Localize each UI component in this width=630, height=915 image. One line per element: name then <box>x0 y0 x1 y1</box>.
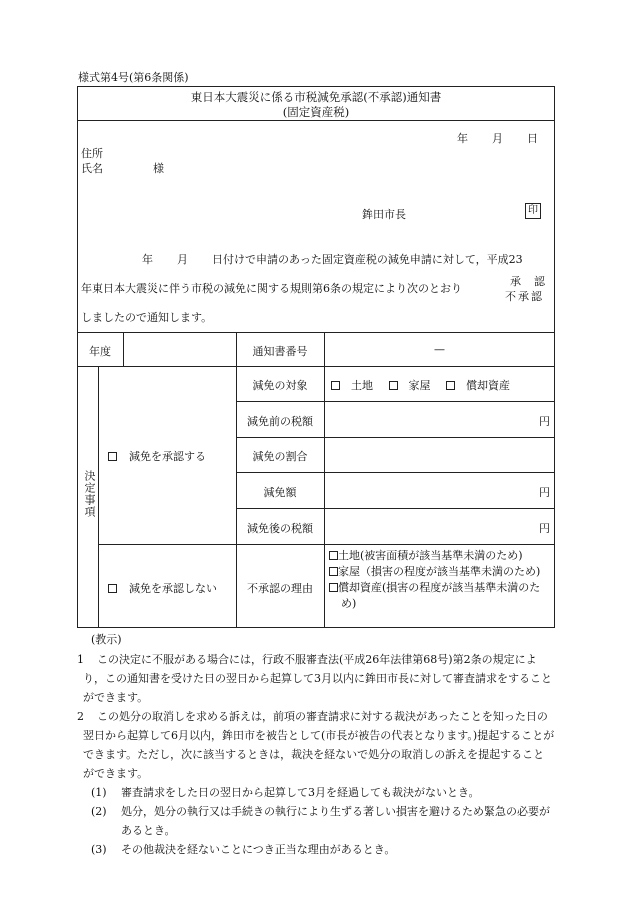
reason-asset <box>329 580 551 612</box>
fiscal-year-label: 年度 <box>89 345 111 358</box>
honorific: 様 <box>153 162 164 175</box>
instruction-item-1 <box>77 650 555 707</box>
reason-asset-text: 償却資産(損害の程度が該当基準未満のため) <box>338 581 541 610</box>
sub-2-text: 処分，処分の執行又は手続きの執行により生ずる著しい損害を避けるため緊急の必要があるとき。 <box>121 805 550 837</box>
disapprove-option[interactable] <box>108 580 217 596</box>
instruction-2-text: この処分の取消しを求める訴えは，前項の審査請求に対する裁決があったことを知った日の翌日から起算して6月以内，鉾田市を被告として(市長が被告の代表となります。)提起することができます。ただし，次に該当するときは，裁決を経ないで処分の取消しの訴えを提起することができます。 <box>83 710 555 780</box>
amount-label: 減免額 <box>263 486 297 499</box>
reason-asset-checkbox[interactable] <box>329 583 338 592</box>
body-divider <box>77 332 555 333</box>
decision-column-divider <box>98 366 99 628</box>
body-line-2: 年東日本大震災に伴う市税の減免に関する規則第6条の規定により次のとおり <box>81 282 462 295</box>
reason-house-text: 家屋（損害の程度が該当基準未満のため) <box>338 565 541 578</box>
name-label: 氏名 <box>81 162 103 175</box>
table-header-divider <box>77 366 555 367</box>
after-tax-yen: 円 <box>539 522 550 535</box>
house-option-label: 家屋 <box>408 379 431 392</box>
approve-word: 承 認 <box>510 275 546 288</box>
date-month: 月 <box>492 132 503 145</box>
seal-text: 印 <box>528 205 538 216</box>
instruction-sub-2 <box>91 802 555 840</box>
depreciable-asset-option-label: 償却資産 <box>466 379 510 392</box>
reason-label: 不承認の理由 <box>247 582 313 595</box>
disapprove-word: 不承認 <box>505 290 544 303</box>
disapprove-checkbox[interactable] <box>108 584 117 593</box>
sub-3-number: (3) <box>91 843 107 856</box>
row-divider <box>236 472 555 473</box>
row-divider <box>98 544 555 545</box>
sub-3-text: その他裁決を経ないことにつき正当な理由があるとき。 <box>121 843 396 856</box>
document-subtitle: (固定資産税) <box>282 105 350 119</box>
ratio-label: 減免の割合 <box>252 450 308 463</box>
instruction-2-number: 2 <box>77 710 84 723</box>
document-title: 東日本大震災に係る市税減免承認(不承認)通知書 <box>190 90 442 104</box>
target-options <box>331 377 510 393</box>
row-divider <box>236 437 555 438</box>
sub-1-number: (1) <box>91 786 107 799</box>
instructions-heading: (教示) <box>91 633 122 646</box>
approve-checkbox[interactable] <box>108 452 117 461</box>
amount-yen: 円 <box>539 486 550 499</box>
sub-2-number: (2) <box>91 805 107 818</box>
land-checkbox[interactable] <box>331 381 340 390</box>
disapprove-option-label: 減免を承認しない <box>129 582 217 595</box>
approve-option-label: 減免を承認する <box>129 450 206 463</box>
target-label: 減免の対象 <box>252 379 308 392</box>
body-month: 月 <box>177 253 188 266</box>
issuer-name: 鉾田市長 <box>362 208 406 221</box>
decision-label: 決定事項 <box>83 470 96 518</box>
body-line-1: 日付けで申請のあった固定資産税の減免申請に対して，平成23 <box>212 253 523 266</box>
land-option-label: 土地 <box>351 379 373 392</box>
notice-number-value: — <box>434 343 445 356</box>
after-tax-label: 減免後の税額 <box>247 522 313 535</box>
before-tax-label: 減免前の税額 <box>247 415 313 428</box>
body-year: 年 <box>142 253 153 266</box>
instruction-1-text: この決定に不服がある場合には，行政不服審査法(平成26年法律第68号)第2条の規定により，この通知書を受けた日の翌日から起算して3月以内に鉾田市長に対して審査請求をすることができます。 <box>83 653 552 704</box>
notice-number-label: 通知書番号 <box>252 345 308 358</box>
date-year: 年 <box>457 132 468 145</box>
form-number-label: 様式第4号(第6条関係) <box>78 71 189 84</box>
reason-house <box>329 564 551 580</box>
row-divider <box>236 401 555 402</box>
sub-1-text: 審査請求をした日の翌日から起算して3月を経過しても裁決がないとき。 <box>121 786 480 799</box>
instruction-item-2 <box>77 707 555 783</box>
reason-land-text: 土地(被害面積が該当基準未満のため) <box>338 549 523 562</box>
instruction-sub-1 <box>91 783 555 802</box>
seal-stamp <box>525 203 541 219</box>
address-label: 住所 <box>81 147 103 160</box>
row-divider <box>236 508 555 509</box>
approve-option[interactable] <box>108 448 206 464</box>
reason-land <box>329 548 551 564</box>
body-line-3: しましたので通知します。 <box>81 311 213 324</box>
reason-list <box>329 548 551 612</box>
instruction-1-number: 1 <box>77 653 84 666</box>
depreciable-asset-checkbox[interactable] <box>446 381 455 390</box>
house-checkbox[interactable] <box>389 381 398 390</box>
title-divider <box>77 120 555 121</box>
reason-land-checkbox[interactable] <box>329 551 338 560</box>
date-day: 日 <box>527 132 538 145</box>
before-tax-yen: 円 <box>539 415 550 428</box>
fiscal-year-divider <box>123 332 124 366</box>
reason-house-checkbox[interactable] <box>329 567 338 576</box>
instruction-sub-3 <box>91 840 555 859</box>
value-column-divider <box>324 332 325 628</box>
